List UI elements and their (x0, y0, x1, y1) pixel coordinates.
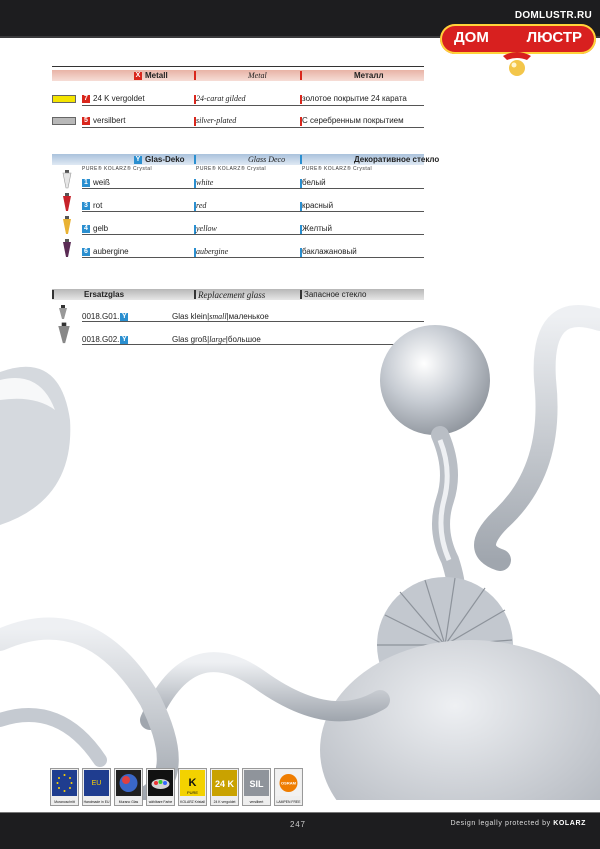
glass-header (52, 154, 440, 165)
metal-row-silver-ru: С серебренным покрытием (302, 116, 404, 125)
glass-row-aubergine-ru: баклажановый (302, 247, 357, 256)
site-url[interactable]: DOMLUSTR.RU (514, 10, 592, 21)
replacement-row-large-part: 0018.G02. Y (82, 335, 127, 344)
glass-header-de: Y Glas-Deko (135, 155, 185, 164)
row-rule (82, 105, 424, 106)
gold-24k-icon: 24 K 24 K vergoldet (210, 768, 239, 806)
glass-row-white-de: 1 weiß (82, 178, 110, 187)
metal-row-gold-de: 7 24 K vergoldet (82, 94, 145, 103)
footer-rule (0, 812, 600, 813)
chandelier-illustration (0, 300, 600, 800)
replacement-row-small-desc: Glas klein|small|маленькое (172, 312, 269, 321)
row-rule (82, 188, 424, 189)
glass-sub-ru: PURE® KOLARZ® Crystal (302, 166, 373, 172)
footer-bar (0, 812, 600, 849)
glass-sub-de: PURE® KOLARZ® Crystal (82, 166, 153, 172)
metal-row-gold-en: 24-carat gilded (196, 94, 246, 103)
glass-row-yellow-en: yellow (196, 224, 217, 233)
svg-text:SIL: SIL (249, 779, 264, 789)
metal-row-silver-de: 5 versilbert (82, 116, 125, 125)
svg-text:24 K: 24 K (214, 779, 235, 789)
logo-word-right: ЛЮСТР (526, 29, 582, 46)
replacement-header-ru: Запасное стекло (304, 290, 367, 299)
glass-header-ru: Декоративное стекло (354, 155, 440, 164)
glass-row-red-de: 3 rot (82, 201, 102, 210)
metal-top-rule (52, 66, 424, 67)
eu-flag-icon: EU Handmade in EU (82, 768, 111, 806)
row-rule (82, 234, 424, 235)
glass-code: Y (135, 155, 141, 163)
glass-row-red-ru: красный (302, 201, 334, 210)
glass-header-en: Glass Deco (248, 155, 286, 164)
swatch-gold (52, 95, 76, 103)
metal-code: X (135, 71, 141, 79)
replacement-header-en: Replacement glass (198, 290, 266, 300)
row-rule (82, 127, 424, 128)
metal-row-silver-en: silver-plated (196, 116, 237, 125)
lamp-icon (500, 46, 534, 80)
logo-word-left: ДОМ (454, 29, 489, 46)
glass-red-icon (60, 193, 74, 213)
metal-header-ru: Металл (354, 71, 384, 80)
replacement-row-small-part: 0018.G01. Y (82, 312, 127, 321)
row-rule (82, 211, 424, 212)
sep (300, 290, 302, 299)
glass-row-yellow-ru: Желтый (302, 224, 333, 233)
glass-row-white-ru: белый (302, 178, 326, 187)
design-protection-note: Design legally protected by KOLARZ (450, 820, 586, 827)
site-logo[interactable] (436, 6, 598, 92)
svg-text:EU: EU (91, 780, 102, 787)
sep (194, 290, 196, 299)
glass-row-yellow-de: 4 gelb (82, 224, 108, 233)
glass-yellow-icon (60, 216, 74, 236)
glass-sep-en (194, 155, 196, 164)
metal-header-de: X Metall (135, 71, 168, 80)
glass-sub-en: PURE® KOLARZ® Crystal (196, 166, 267, 172)
replacement-row-large-desc: Glas groß|large|большое (172, 335, 261, 344)
swatch-silver (52, 117, 76, 125)
glass-row-white-en: white (196, 178, 214, 187)
glass-white-icon (60, 170, 74, 190)
svg-text:OSRAM: OSRAM (281, 780, 296, 786)
metal-sep-ru (300, 71, 302, 80)
glass-row-aubergine-en: aubergine (196, 247, 229, 256)
glass-row-red-en: red (196, 201, 207, 210)
color-choice-icon: wählbare Farbe (146, 768, 175, 806)
page-number: 247 (290, 820, 306, 829)
metal-header (52, 70, 424, 81)
glass-aubergine-icon (60, 239, 74, 259)
silver-icon: SIL versilbert (242, 768, 271, 806)
svg-text:PURE: PURE (186, 790, 199, 795)
sep (52, 290, 54, 299)
glass-sep-ru (300, 155, 302, 164)
row-rule (82, 257, 424, 258)
metal-row-gold-ru: золотое покрытие 24 карата (302, 94, 407, 103)
metal-sep-en (194, 71, 196, 80)
glass-row-aubergine-de: 6 aubergine (82, 247, 129, 256)
feature-badges (50, 768, 303, 806)
brand-name: KOLARZ (553, 820, 586, 827)
svg-text:K: K (188, 777, 197, 789)
eu-flag-icon: Muranoschritt (50, 768, 79, 806)
pure-crystal-icon: K PURE KOLARZ Kristall (178, 768, 207, 806)
glass-globe-icon: Murano Glas (114, 768, 143, 806)
replacement-header-de: Ersatzglas (84, 290, 125, 299)
replacement-header (52, 289, 424, 300)
metal-header-en: Metal (248, 71, 267, 80)
osram-icon: OSRAM LAMPEN FREE (274, 768, 303, 806)
